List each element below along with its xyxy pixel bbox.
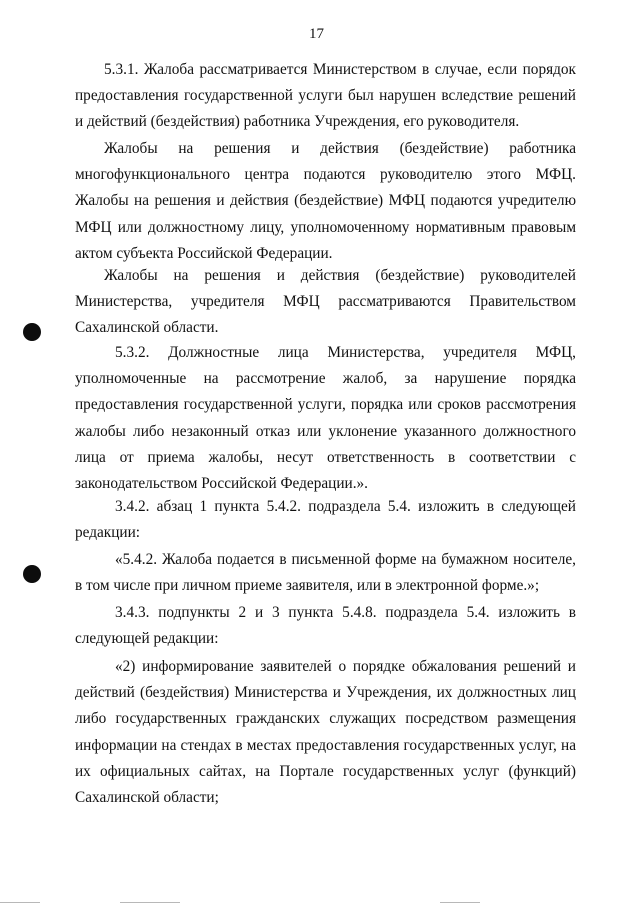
scan-edge-mark <box>120 902 180 903</box>
paragraph-5-3-2: 5.3.2. Должностные лица Министерства, учредителя МФЦ, уполномоченные на рассмотрение жалоб, за нарушение порядка предоставления государственной услуги, порядка или сроков рассмотрения жалобы либо незаконный отказ или уклонение указанного должностного лица от приема жалобы, несут ответственность в соответствии с законодательством Российской Федерации.». <box>75 344 576 493</box>
scan-edge-mark <box>440 902 480 903</box>
paragraph-mfc-complaints: Жалобы на решения и действия (бездействие) работника многофункционального центра подаются руководителю этого МФЦ. Жалобы на решения и действия (бездействие) МФЦ подаются учредителю МФЦ или должностному лицу, уполномоченному нормативным правовым актом субъекта Российской Федерации. <box>75 140 576 262</box>
paragraph-ministry-complaints: Жалобы на решения и действия (бездействие) руководителей Министерства, учредителя МФЦ рассматриваются Правительством Сахалинской области. <box>75 267 576 337</box>
binder-hole-mark-bottom <box>23 565 41 583</box>
paragraph-item-2-quote: «2) информирование заявителей о порядке обжалования решений и действий (бездействия) Министерства и Учреждения, их должностных лиц либо государственных гражданских служащих посредством размещения информации на стендах в местах предоставления государственных услуг, на их официальных сайтах, на Портале государственных услуг (функций) Сахалинской области; <box>75 658 576 807</box>
paragraph-5-4-2-quote: «5.4.2. Жалоба подается в письменной форме на бумажном носителе, в том числе при личном приеме заявителя, или в электронной форме.»; <box>75 551 576 595</box>
paragraph-3-4-3: 3.4.3. подпункты 2 и 3 пункта 5.4.8. подраздела 5.4. изложить в следующей редакции: <box>75 604 576 648</box>
paragraph-3-4-2: 3.4.2. абзац 1 пункта 5.4.2. подраздела 5.4. изложить в следующей редакции: <box>75 498 576 542</box>
page-number: 17 <box>309 26 324 42</box>
binder-hole-mark-top <box>23 323 41 341</box>
scan-edge-mark <box>0 902 40 903</box>
paragraph-5-3-1: 5.3.1. Жалоба рассматривается Министерством в случае, если порядок предоставления государственной услуги был нарушен вследствие решений и действий (бездействия) работника Учреждения, его руководителя. <box>75 61 576 131</box>
